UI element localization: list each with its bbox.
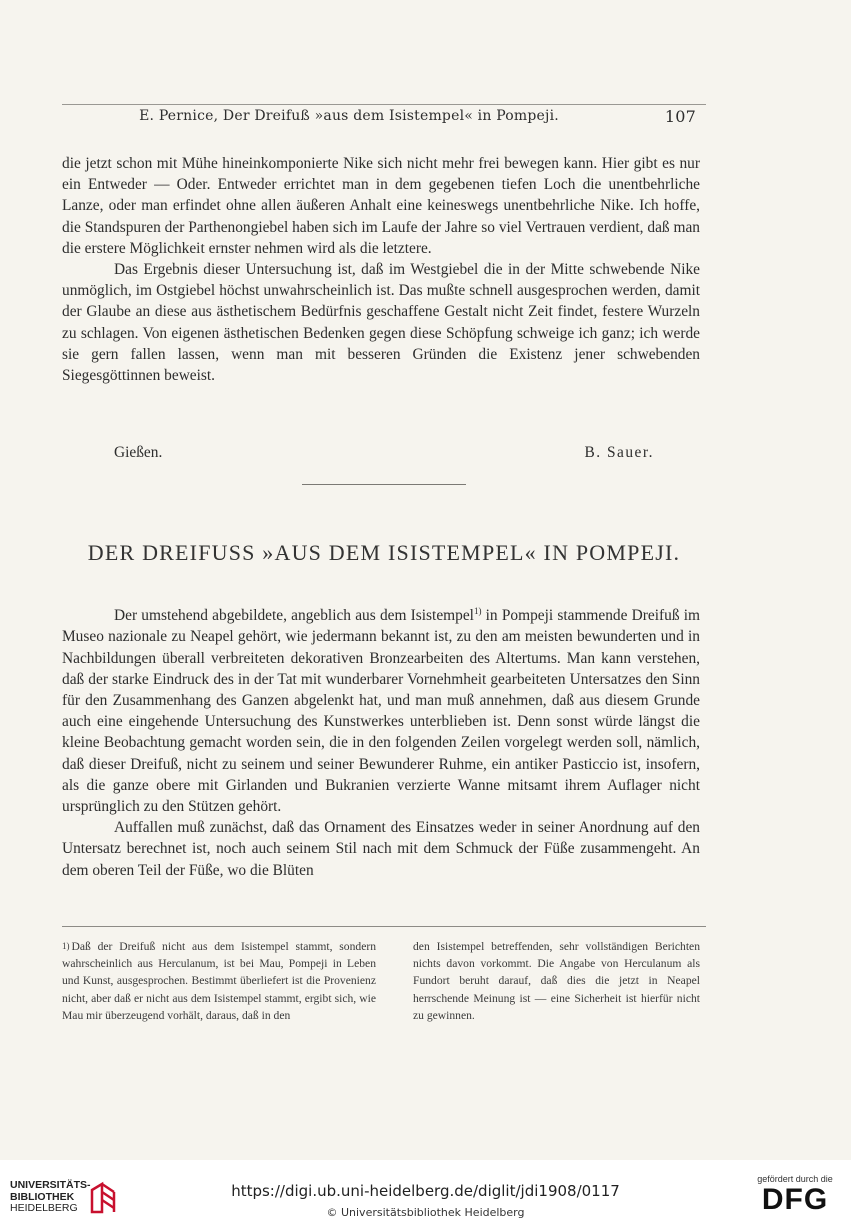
permalink-url[interactable]: https://digi.ub.uni-heidelberg.de/diglit/jdi1908/0117 [231, 1182, 620, 1200]
footnote-reference[interactable]: 1) [473, 606, 482, 616]
running-head-title: E. Pernice, Der Dreifuß »aus dem Isistempel« in Pompeji. [139, 108, 559, 124]
text-run: in Pompeji stammende Dreifuß im Museo nazionale zu Neapel gehört, wie jedermann bekannt ist, zu den am meisten bewunderten und in Nachbildungen überall verbreiteten dekorativen Bronzearbeiten des Altertums. Man kann verstehen, daß der starke Eindruck des in der Tat mit wunderbarer Vornehmheit gearbeiteten Untersatzes den Sinn für den Zusammenhang des Ganzen abgelenkt hat, und man muß annehmen, daß aus diesem Grunde auch eine eingehende Untersuchung des Kunstwerkes unterblieben ist. Denn sonst würde längst die kleine Beobachtung gemacht worden sein, die in den folgenden Zeilen vorgelegt werden soll, nämlich, daß dieser Dreifuß, nicht zu seinem und seiner Bewunderer Ruhme, ein antiker Pasticcio ist, insofern, als die ganze obere mit Girlanden und Bukranien verzierte Wanne mitsamt ihrem Auflager nicht ursprünglich zu den Stützen gehört. [62, 607, 700, 815]
copyright-notice: © Universitätsbibliothek Heidelberg [326, 1206, 525, 1219]
article-title: DER DREIFUSS »AUS DEM ISISTEMPEL« IN POMPEJI. [87, 540, 681, 565]
footnote-mark: 1) [62, 941, 70, 951]
dfg-wordmark: DFG [761, 1183, 829, 1216]
article-paragraph-2: Auffallen muß zunächst, daß das Ornament des Einsatzes weder in seiner Anordnung auf den Untersatz berechnet ist, noch auch seinem Stil nach mit dem Schmuck der Füße zusammengeht. An dem oberen Teil der Füße, wo die Blüten [62, 819, 700, 879]
library-line-2: BIBLIOTHEK [10, 1190, 75, 1203]
footnote-text-right: den Isistempel betreffenden, sehr vollständigen Berichten nichts davon vorkommt. Die Angabe von Herculanum als Fundort beruht darauf, daß dies die jetzt in Neapel herrschende Meinung ist — eine Sicherheit ist hierfür nicht zu gewinnen. [413, 940, 700, 1022]
library-line-3: HEIDELBERG [10, 1202, 78, 1214]
paragraph-1: die jetzt schon mit Mühe hineinkomponierte Nike sich nicht mehr frei bewegen kann. Hier gibt es nur ein Entweder — Oder. Entweder errichtet man in dem gegebenen tiefen Loch die unentbehrliche Lanze, oder man erfindet ohne allen äußeren Anhalt eine keineswegs unentbehrliche Nike. Ich hoffe, die Standspuren der Parthenongiebel haben sich im Laufe der Jahre so viel Vertrauen verdient, daß man die erstere Möglichkeit ernster nehmen wird als die letztere. [62, 155, 700, 257]
text-run: Der umstehend abgebildete, angeblich aus dem Isistempel [114, 607, 474, 625]
signature-author: B. Sauer. [584, 444, 654, 461]
funding-note: gefördert durch die [757, 1174, 833, 1184]
article-paragraph-1 [62, 601, 700, 817]
footnote-text-left [62, 938, 376, 1024]
dfg-logo[interactable] [753, 1174, 837, 1220]
signature-place: Gießen. [114, 444, 163, 461]
header-rule [62, 104, 706, 105]
footnote-column-right [413, 938, 700, 1024]
footnote-body: Daß der Dreifuß nicht aus dem Isistempel stammt, sondern wahrscheinlich aus Herculanum, ist bei Mau, Pompeji in Leben und Kunst, ausgesprochen. Bestimmt überliefert ist die Provenienz nicht, aber daß er nicht aus dem Isistempel stammt, ergibt sich, wie Mau mir überzeugend vorhält, daraus, daß in den [62, 940, 376, 1022]
section-divider [302, 484, 466, 485]
paragraph-2: Das Ergebnis dieser Untersuchung ist, daß im Westgiebel die in der Mitte schwebende Nike unmöglich, im Ostgiebel höchst unwahrscheinlich ist. Das mußte schnell ausgesprochen werden, damit der Glaube an diese aus ästhetischem Bedürfnis geschaffene Gestalt nicht Zeit findet, festere Wurzeln zu schlagen. Von eigenen ästhetischen Bedenken gegen diese Schöpfung schweige ich ganz; ich werde sie gern fallen lassen, wenn man mit besseren Gründen die Existenz jener schwebenden Siegesgöttinnen beweist. [62, 261, 700, 385]
viewer-footer [0, 1160, 851, 1228]
footnote-rule [62, 926, 706, 927]
signature-line [114, 444, 654, 466]
footnote-column-left [62, 938, 376, 1024]
article-text [62, 601, 700, 881]
previous-article-text [62, 153, 700, 386]
library-line-1: UNIVERSITÄTS- [10, 1179, 91, 1191]
page-number: 107 [664, 107, 696, 126]
